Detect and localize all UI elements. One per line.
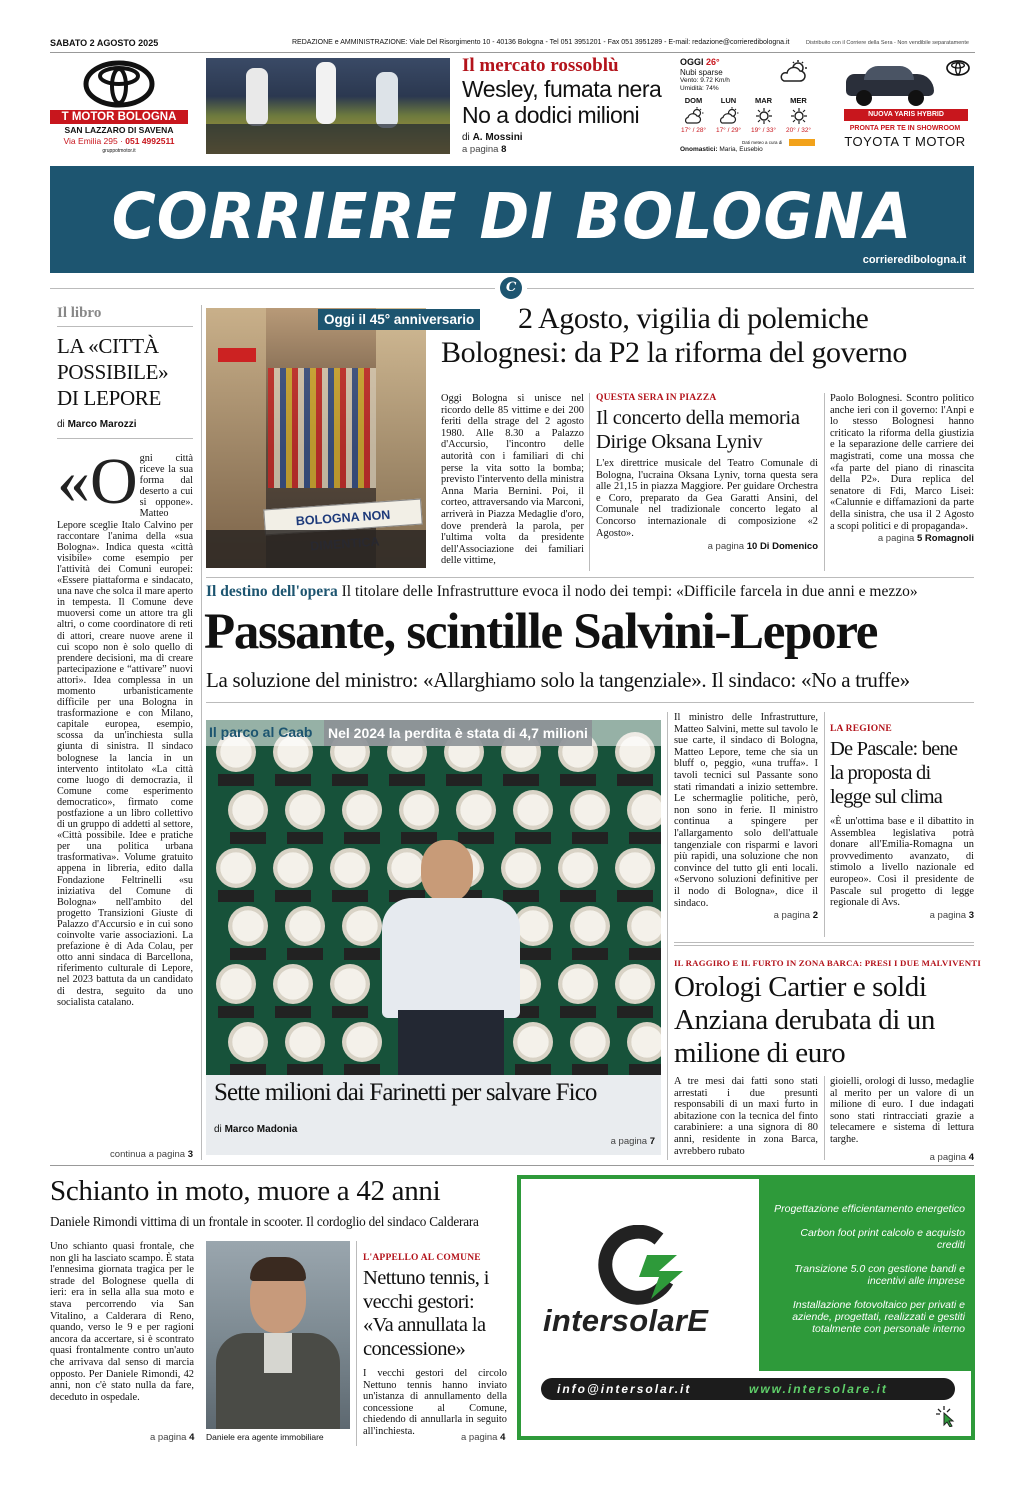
decorative-plate (627, 1022, 661, 1062)
top-bar (50, 38, 975, 50)
libro-continua: continua a pagina 3 (110, 1149, 193, 1160)
strage-headline-2[interactable]: Bolognesi: da P2 la riforma del governo (441, 336, 907, 369)
libro-dropcap: «O (57, 445, 138, 518)
weather-humidity: Umidità: 74% (680, 85, 719, 92)
toyota-dealer-ad[interactable] (50, 58, 188, 158)
weather-forecast (676, 96, 816, 140)
weather-box (676, 56, 816, 154)
decorative-label (629, 832, 661, 844)
regione-headline: De Pascale: bene la proposta di legge sul clima (830, 738, 958, 808)
strage-col3: Paolo Bolognesi. Scontro politico anche ieri con il governo: l'Anpi e lo stesso Bolognesi hanno criticato la riforma della giustizia e la separazione delle carriere dei magistrati, come una mossa che «fa parte del piano di rinascita della P2». Dura replica del senatore di Fdi, Marco Lisei: «Calunnie e diffamazioni da parte della sinistra, che usa il 2 Agosto a scopi politici e di propaganda». a pagina 5 Romagnoli (830, 393, 974, 545)
weather-day-mer (781, 96, 816, 134)
editorial-address: REDAZIONE e AMMINISTRAZIONE: Viale Del Risorgimento 10 - 40136 Bologna - Tel 051 3951201 - Fax 051 3951289 - E-mail: redazione@corrieredibologna.it (292, 39, 790, 46)
furto-col1: A tre mesi dai fatti sono stati arrestati i due presunti responsabili di un maxi furto in abitazione con la tecnica del finto carabiniere: a una signora di 80 anni, residente in zona Barca, avrebbero rubato (674, 1076, 818, 1157)
decorative-plate (456, 790, 496, 830)
issue-date: SABATO 2 AGOSTO 2025 (50, 38, 159, 48)
fico-kicker-bar: Il parco al Caab Nel 2024 la perdita è stata di 4,7 milioni (206, 720, 661, 746)
weather-day-temp: 19° / 33° (750, 127, 777, 134)
toyota-logo-icon (83, 60, 155, 108)
decorative-plate (273, 964, 313, 1004)
cloud-sun-icon (719, 107, 739, 125)
weather-wind: Vento: 9.72 Km/h (680, 77, 730, 84)
teaser-title-1: Wesley, fumata nera (462, 76, 662, 102)
libro-author: di Marco Marozzi (57, 419, 137, 430)
decorative-label (617, 890, 653, 902)
teaser-kicker: Il mercato rossoblù (462, 55, 619, 76)
sun-icon (754, 107, 774, 125)
moto-pageref: a pagina 4 (150, 1432, 195, 1443)
intersolar-ad[interactable] (517, 1175, 975, 1440)
onomastici: Onomastici: Maria, Eusebio (680, 146, 763, 153)
teaser-football-photo[interactable] (206, 58, 450, 154)
intersolar-site[interactable]: www.intersolare.it (749, 1382, 888, 1396)
intersolar-contact-bar (541, 1378, 955, 1400)
weather-day-name: MER (790, 96, 807, 105)
furto-article[interactable] (674, 958, 981, 1070)
car-image (842, 60, 938, 106)
decorative-label (218, 774, 254, 786)
concerto-article[interactable] (596, 393, 818, 552)
passante-deck: La soluzione del ministro: «Allarghiamo solo la tangenziale». Il sindaco: «No a truffe» (206, 668, 910, 692)
decorative-plate (285, 790, 325, 830)
yaris-label: NUOVA YARIS HYBRID (844, 109, 968, 121)
masthead-url[interactable]: corrieredibologna.it (862, 254, 966, 266)
sun-icon (789, 107, 809, 125)
decorative-label (287, 1064, 323, 1075)
intersolar-service-item: Installazione fotovoltaico per privati e aziende, progettati, realizzati e gestiti totalmente con personale interno (792, 1299, 965, 1335)
decorative-label (218, 890, 254, 902)
decorative-label (446, 774, 482, 786)
rimondi-photo[interactable] (206, 1241, 350, 1429)
yaris-cta: PRONTA PER TE IN SHOWROOM (849, 125, 961, 132)
decorative-label (344, 832, 380, 844)
fico-pageref: a pagina 7 (610, 1136, 655, 1147)
decorative-label (560, 774, 596, 786)
teaser-title-2: No a dodici milioni (462, 102, 640, 128)
decorative-plate (627, 906, 661, 946)
decorative-label (617, 1006, 653, 1018)
decorative-label (230, 948, 266, 960)
decorative-plate (615, 848, 655, 888)
weather-day-lun (711, 96, 746, 134)
decorative-label (344, 1064, 380, 1075)
decorative-label (629, 948, 661, 960)
passante-pageref: a pagina 2 (773, 910, 818, 922)
nettuno-body: I vecchi gestori del circolo Nettuno tennis hanno inviato un'istanza di annullamento della concessione al Comune, chiedendo di annullarla in seguito all'inchiesta. (363, 1368, 507, 1437)
decorative-plate (615, 964, 655, 1004)
decorative-label (275, 1006, 311, 1018)
decorative-label (617, 774, 653, 786)
rimondi-caption: Daniele era agente immobiliare (206, 1432, 324, 1442)
decorative-label (560, 890, 596, 902)
decorative-plate (627, 790, 661, 830)
decorative-label (287, 832, 323, 844)
passante-headline[interactable]: Passante, scintille Salvini-Lepore (204, 604, 878, 660)
teaser-pageref: a pagina 8 (462, 144, 507, 155)
strage-col3-pageref: a pagina 5 Romagnoli (877, 533, 974, 545)
dealer-site: gruppotmotor.it (102, 148, 136, 154)
decorative-label (344, 948, 380, 960)
nettuno-article[interactable] (363, 1253, 507, 1438)
decorative-label (572, 1064, 608, 1075)
distribution-note: Distribuito con il Corriere della Sera - Non vendibile separatamente (806, 40, 969, 46)
furto-kicker: IL RAGGIRO E IL FURTO IN ZONA BARCA: PRESI I DUE MALVIVENTI (674, 958, 981, 968)
decorative-plate (228, 1022, 268, 1062)
decorative-plate (285, 1022, 325, 1062)
passante-kickerline: Il destino dell'opera Il titolare delle Infrastrutture evoca il nodo dei tempi: «Difficile farcela in due anni e mezzo» (206, 583, 918, 600)
decorative-label (389, 774, 425, 786)
weather-day-mar (746, 96, 781, 134)
weather-today: OGGI 26° (680, 57, 720, 67)
dealer-address: Via Emilia 295 · 051 4992511 (63, 136, 175, 146)
moto-body[interactable]: Uno schianto quasi frontale, che non gli ha lasciato scampo. È stata l'ennesima giornata tragica per le strade del Bolognese quella di ieri: era in sella alla sua moto e stava percorrendo via San Vitalino, a Calderara di Reno, quando, verso le 9 e per ragioni ancora da accertare, si è scontrato quasi frontalmente contro un'auto che arrivava dal senso di marcia opposto. Per Daniele Rimondi, 42 anni, non c'è stato nulla da fare, deceduto in ospedale. (50, 1241, 194, 1403)
furto-headline: Orologi Cartier e soldi Anziana derubata di un milione di euro (674, 971, 935, 1069)
masthead-title: CORRIERE DI BOLOGNA (111, 180, 913, 254)
strage-banner: BOLOGNA NON (263, 499, 422, 536)
masthead[interactable] (50, 166, 974, 273)
decorative-plate (330, 964, 370, 1004)
decorative-label (332, 890, 368, 902)
decorative-plate (330, 848, 370, 888)
decorative-plate (273, 848, 313, 888)
dealer-location: SAN LAZZARO DI SAVENA (64, 125, 174, 135)
regione-kicker: LA REGIONE (830, 724, 892, 734)
decorative-plate (570, 1022, 610, 1062)
concerto-pageref: a pagina 10 Di Domenico (707, 541, 818, 553)
decorative-plate (342, 790, 382, 830)
nettuno-kicker: L'APPELLO AL COMUNE (363, 1253, 481, 1263)
toyota-yaris-ad[interactable] (836, 56, 974, 156)
decorative-label (560, 1006, 596, 1018)
moto-headline[interactable]: Schianto in moto, muore a 42 anni (50, 1175, 441, 1207)
weather-day-temp: 20° / 32° (785, 127, 812, 134)
nettuno-headline: Nettuno tennis, i vecchi gestori: «Va annullata la concessione» (363, 1267, 489, 1360)
decorative-plate (558, 848, 598, 888)
furto-col2: gioielli, orologi di lusso, medaglie al merito per un valore di un milione di euro. I due indagati sono stati rintracciati grazie a telecamere e sistema di lettura targhe. a pagina 4 (830, 1076, 974, 1163)
libro-article[interactable] (57, 305, 193, 1160)
weather-day-name: DOM (684, 96, 703, 105)
regione-body: «È un'ottima base e il dibattito in Assemblea legislativa potrà donare all'Emilia-Romagna un provvedimento avanzato, di stimolo a livello nazionale ed europeo». Così il presidente de Pascale sul progetto di legge regionale di Avs. (830, 816, 974, 909)
decorative-label (287, 948, 323, 960)
decorative-label (275, 774, 311, 786)
concerto-title: Il concerto della memoria Dirige Oksana Lyniv (596, 407, 800, 453)
decorative-plate (513, 790, 553, 830)
intersolar-brand: intersolarE (543, 1303, 709, 1338)
weather-desc: Nubi sparse (680, 68, 723, 77)
fico-caption[interactable] (206, 1075, 661, 1155)
intersolar-services (773, 1203, 965, 1347)
fico-headline: Sette milioni dai Farinetti per salvare Fico (214, 1079, 597, 1106)
click-cursor-icon (935, 1405, 957, 1427)
toyota-logo-small-icon (946, 60, 970, 76)
regione-article[interactable] (830, 724, 974, 921)
libro-title: LA «CITTÀ POSSIBILE» DI LEPORE (57, 334, 169, 410)
intersolar-email[interactable]: info@intersolar.it (557, 1382, 692, 1396)
teaser-wesley[interactable] (462, 56, 672, 155)
libro-body: «O gni città riceve la sua forma dal deserto a cui si oppone». Matteo Lepore sceglie Italo Calvino per raccontare l'anima della «sua Bologna». Indica questa «città visibile» come esempio per l'attività dei Comuni europei: «Essere piattaforma e sindacato, una nave che solca il mare aperto in tempesta. Il Comune deve muoversi come un attore tra gli altri, o come coordinatore di reti di attori, creare nuove arene il cui scopo non è solo quello di prendere decisioni, ma di creare partecipazione e “attivare” nuovi attori». Idea complessa in un momento urbanisticamente difficile per una Bologna in trasformazione e con Milano, capitale europea, esempio, scossa da un'inchiesta sulla giunta di sinistra. Il sindaco bolognese la lancia in un intervento intitolato «La città come luogo di democrazia, il Comune come esperimento democratico», firmato come postfazione a un libro collettivo di un gruppo di addetti al settore, «Città possibile. Idee e pratiche per una politica urbana trasformativa». Volume gratuito appena in libreria, edito dalla Fondazione Feltrinelli «su iniziativa del Comune di Bologna» nell'ambito del progetto Transizioni Giuste di Palazzo d'Accursio e in cui sono coinvolte varie associazioni. La prefazione è di Ada Colau, per otto anni sindaca di Barcellona, riferimento culturale di Lepore, nel 2023 battuta da un candidato di destra, seguito da uno socialista catalano. (57, 445, 193, 1008)
fico-author: di Marco Madonia (214, 1124, 298, 1135)
farinetti-figure (376, 840, 526, 1075)
weather-day-name: LUN (720, 96, 737, 105)
decorative-plate (399, 790, 439, 830)
libro-kicker: Il libro (57, 305, 102, 321)
dealer-brand: T MOTOR BOLOGNA (50, 110, 188, 124)
weather-day-temp: 17° / 28° (680, 127, 707, 134)
decorative-label (629, 1064, 661, 1075)
strage-col1: Oggi Bologna si unisce nel ricordo delle 85 vittime e dei 200 feriti della strage del 2 agosto 1980. Alle 8.30 a Palazzo d'Accursio, l'incontro delle autorità con i familiari di chi perse la vita sotto la bomba; previsto l'intervento della ministra Anna Maria Bernini. Poi, il corteo, attraversando via Marconi, arriverà in Piazza Medaglie d'oro, dove prenderà la parola, per l'ultima volta da presidente dell'Associazione dei familiari delle vittime, (441, 393, 584, 567)
decorative-plate (558, 964, 598, 1004)
passante-body[interactable]: Il ministro delle Infrastrutture, Matteo Salvini, mette sul tavolo le sue carte, il sindaco di Bologna, Matteo Lepore, teme che sia un bluff o, peggio, «una truffa». I tavoli tecnici sul Passante sono stati rimandati a inizio settembre. Le schermaglie politiche, però, non sono in ferie. Il ministro continua a spingere per l'allargamento solo dell'attuale tangenziale con risparmi e lavori più rapidi, una soluzione che non convince del tutto gli enti locali. «Servono soluzioni definitive per il nodo di Bologna», dice il sindaco. a pagina 2 (674, 712, 818, 922)
concerto-kicker: QUESTA SERA IN PIAZZA (596, 393, 717, 403)
furto-pageref: a pagina 4 (929, 1151, 974, 1163)
decorative-label (503, 774, 539, 786)
decorative-plate (228, 906, 268, 946)
regione-pageref: a pagina 3 (929, 909, 974, 921)
decorative-label (332, 1006, 368, 1018)
decorative-plate (285, 906, 325, 946)
moto-deck: Daniele Rimondi vittima di un frontale in scooter. Il cordoglio del sindaco Calderara (50, 1214, 479, 1229)
decorative-label (572, 832, 608, 844)
decorative-label (230, 832, 266, 844)
intersolar-service-item: Carbon foot print calcolo e acquisto crediti (800, 1227, 965, 1251)
concerto-body: L'ex direttrice musicale del Teatro Comunale di Bologna, l'ucraina Oksana Lyniv, torna questa sera alle 21,15 in piazza Maggiore. Per guidare Orchestra e Coro, preparato da Gea Garatti Ansini, del Comunale nel tradizionale concerto legato al Concorso internazionale di composizione «2 Agosto». (596, 458, 818, 539)
corriere-logo-icon: C (500, 277, 522, 299)
decorative-label (218, 1006, 254, 1018)
intersolar-logo-icon (597, 1225, 687, 1307)
strage-anniversary-label: Oggi il 45° anniversario (318, 309, 480, 330)
decorative-plate (570, 790, 610, 830)
fico-photo[interactable] (206, 720, 661, 1075)
cloud-sun-icon (779, 59, 809, 85)
teaser-author: di A. Mossini (462, 132, 523, 143)
weather-day-dom (676, 96, 711, 134)
intersolar-service-item: Transizione 5.0 con gestione bandi e incentivi alle imprese (794, 1263, 965, 1287)
weather-day-temp: 17° / 29° (715, 127, 742, 134)
decorative-plate (216, 964, 256, 1004)
decorative-plate (216, 848, 256, 888)
strage-headline-1[interactable]: 2 Agosto, vigilia di polemiche (518, 302, 869, 335)
strage-parade-photo[interactable] (206, 308, 426, 568)
weather-day-name: MAR (754, 96, 773, 105)
decorative-plate (228, 790, 268, 830)
nettuno-pageref: a pagina 4 (461, 1432, 506, 1443)
decorative-label (275, 890, 311, 902)
decorative-label (572, 948, 608, 960)
weather-source: Dati meteo a cura di (742, 140, 783, 145)
weather-source-logo (789, 139, 815, 146)
yaris-brand: TOYOTA T MOTOR (844, 134, 966, 149)
cloud-sun-icon (684, 107, 704, 125)
intersolar-service-item: Progettazione efficientamento energetico (774, 1203, 965, 1215)
decorative-label (230, 1064, 266, 1075)
decorative-plate (570, 906, 610, 946)
decorative-label (332, 774, 368, 786)
